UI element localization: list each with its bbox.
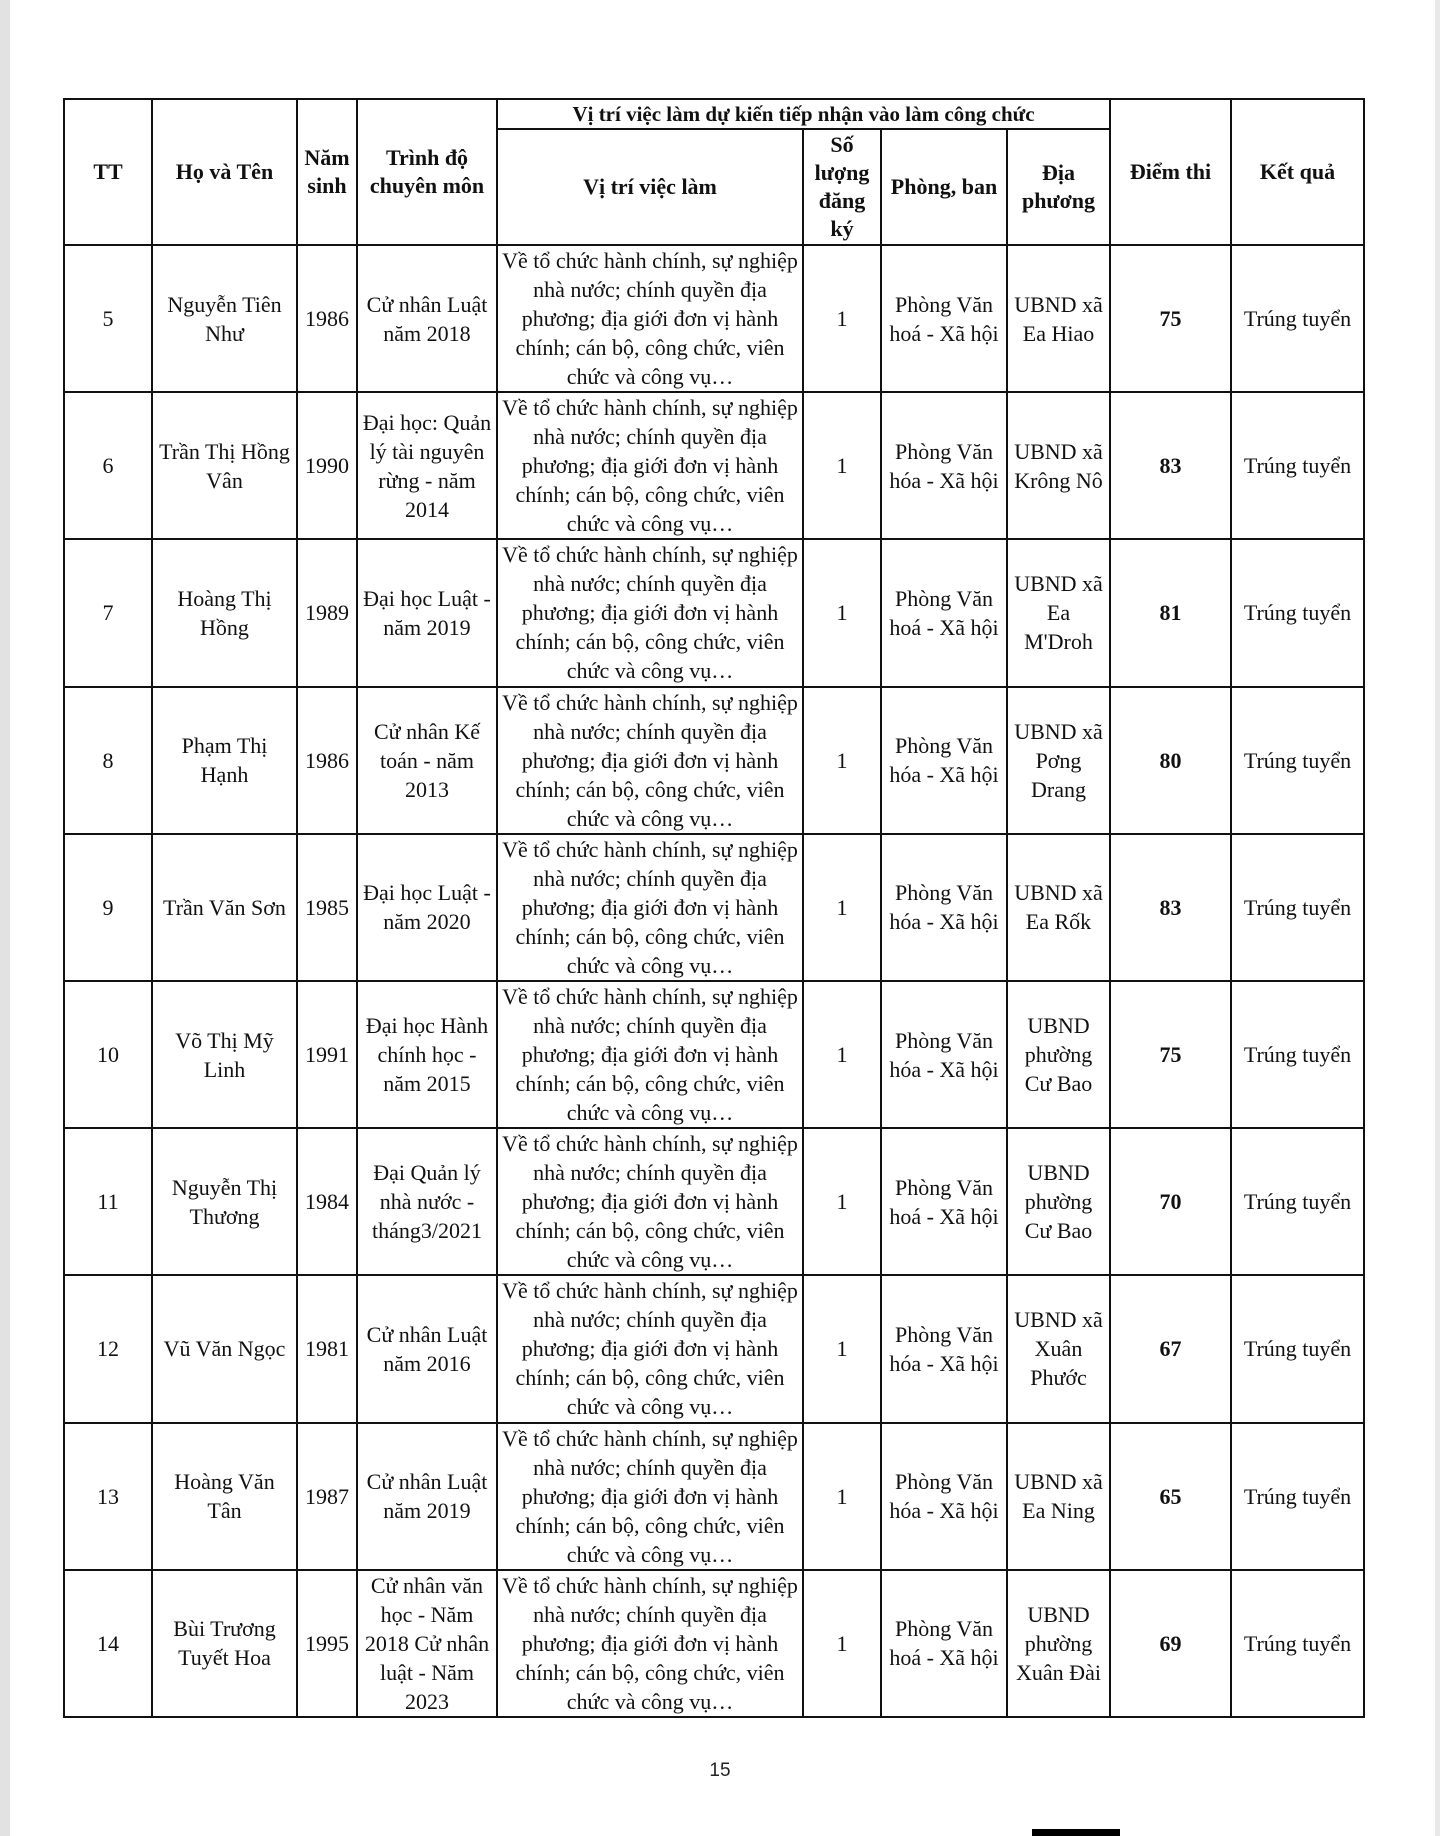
table-row <box>64 1570 1364 1717</box>
cell-locality: UBND xã Pơng Drang <box>1007 687 1110 834</box>
cell-locality: UBND phường Xuân Đài <box>1007 1570 1110 1717</box>
cell-tt: 8 <box>64 687 152 834</box>
header-department: Phòng, ban <box>881 129 1007 245</box>
cell-name: Trần Văn Sơn <box>152 834 297 981</box>
table-row <box>64 539 1364 686</box>
cell-tt: 14 <box>64 1570 152 1717</box>
cell-locality: UBND xã Ea Rốk <box>1007 834 1110 981</box>
cell-score: 83 <box>1110 392 1231 539</box>
cell-quantity: 1 <box>803 392 881 539</box>
page-number: 15 <box>709 1760 731 1781</box>
cell-result: Trúng tuyển <box>1231 834 1364 981</box>
table-row <box>64 1275 1364 1422</box>
header-tt: TT <box>64 99 152 245</box>
cell-locality: UBND xã Ea Hiao <box>1007 245 1110 392</box>
cell-tt: 13 <box>64 1423 152 1570</box>
page-shadow-edge <box>0 0 10 1836</box>
cell-birth-year: 1986 <box>297 245 357 392</box>
header-position: Vị trí việc làm <box>497 129 803 245</box>
cell-name: Bùi Trương Tuyết Hoa <box>152 1570 297 1717</box>
cell-score: 67 <box>1110 1275 1231 1422</box>
cell-quantity: 1 <box>803 981 881 1128</box>
cell-score: 75 <box>1110 981 1231 1128</box>
cell-score: 75 <box>1110 245 1231 392</box>
cell-birth-year: 1991 <box>297 981 357 1128</box>
cell-qualification: Cử nhân Luật năm 2016 <box>357 1275 497 1422</box>
cell-name: Võ Thị Mỹ Linh <box>152 981 297 1128</box>
cell-quantity: 1 <box>803 245 881 392</box>
cell-score: 70 <box>1110 1128 1231 1275</box>
cell-qualification: Đại Quản lý nhà nước - tháng3/2021 <box>357 1128 497 1275</box>
table-body <box>64 245 1364 1717</box>
cell-qualification: Đại học Luật - năm 2020 <box>357 834 497 981</box>
header-position-group: Vị trí việc làm dự kiến tiếp nhận vào làm công chức <box>497 99 1110 129</box>
cell-department: Phòng Văn hóa - Xã hội <box>881 834 1007 981</box>
cell-qualification: Cử nhân Luật năm 2019 <box>357 1423 497 1570</box>
cell-quantity: 1 <box>803 539 881 686</box>
cell-name: Hoàng Văn Tân <box>152 1423 297 1570</box>
cell-locality: UBND xã Ea M'Droh <box>1007 539 1110 686</box>
cell-result: Trúng tuyển <box>1231 245 1364 392</box>
table-row <box>64 245 1364 392</box>
cell-tt: 12 <box>64 1275 152 1422</box>
cell-position: Về tổ chức hành chính, sự nghiệp nhà nước; chính quyền địa phương; địa giới đơn vị hành chính; cán bộ, công chức, viên chức và công vụ… <box>497 687 803 834</box>
cell-position: Về tổ chức hành chính, sự nghiệp nhà nước; chính quyền địa phương; địa giới đơn vị hành chính; cán bộ, công chức, viên chức và công vụ… <box>497 981 803 1128</box>
cell-score: 80 <box>1110 687 1231 834</box>
cell-department: Phòng Văn hóa - Xã hội <box>881 687 1007 834</box>
cell-position: Về tổ chức hành chính, sự nghiệp nhà nước; chính quyền địa phương; địa giới đơn vị hành chính; cán bộ, công chức, viên chức và công vụ… <box>497 392 803 539</box>
cell-qualification: Đại học: Quản lý tài nguyên rừng - năm 2014 <box>357 392 497 539</box>
cell-tt: 6 <box>64 392 152 539</box>
cell-locality: UBND phường Cư Bao <box>1007 981 1110 1128</box>
header-score: Điểm thi <box>1110 99 1231 245</box>
cell-quantity: 1 <box>803 1275 881 1422</box>
header-locality: Địa phương <box>1007 129 1110 245</box>
cell-birth-year: 1981 <box>297 1275 357 1422</box>
cell-quantity: 1 <box>803 1570 881 1717</box>
cell-department: Phòng Văn hoá - Xã hội <box>881 539 1007 686</box>
header-result: Kết quả <box>1231 99 1364 245</box>
table-header <box>64 99 1364 245</box>
cell-result: Trúng tuyển <box>1231 539 1364 686</box>
header-name: Họ và Tên <box>152 99 297 245</box>
cell-position: Về tổ chức hành chính, sự nghiệp nhà nước; chính quyền địa phương; địa giới đơn vị hành chính; cán bộ, công chức, viên chức và công vụ… <box>497 1570 803 1717</box>
cell-name: Nguyễn Thị Thương <box>152 1128 297 1275</box>
cell-quantity: 1 <box>803 1423 881 1570</box>
cell-position: Về tổ chức hành chính, sự nghiệp nhà nước; chính quyền địa phương; địa giới đơn vị hành chính; cán bộ, công chức, viên chức và công vụ… <box>497 245 803 392</box>
cell-qualification: Cử nhân Kế toán - năm 2013 <box>357 687 497 834</box>
cell-result: Trúng tuyển <box>1231 392 1364 539</box>
cell-quantity: 1 <box>803 834 881 981</box>
cell-locality: UBND xã Xuân Phước <box>1007 1275 1110 1422</box>
cell-result: Trúng tuyển <box>1231 981 1364 1128</box>
table-row <box>64 687 1364 834</box>
cell-locality: UBND xã Krông Nô <box>1007 392 1110 539</box>
cell-qualification: Cử nhân Luật năm 2018 <box>357 245 497 392</box>
cell-result: Trúng tuyển <box>1231 687 1364 834</box>
cell-department: Phòng Văn hoá - Xã hội <box>881 245 1007 392</box>
cell-result: Trúng tuyển <box>1231 1570 1364 1717</box>
cell-tt: 11 <box>64 1128 152 1275</box>
corner-bar <box>1032 1829 1120 1836</box>
cell-quantity: 1 <box>803 687 881 834</box>
cell-name: Vũ Văn Ngọc <box>152 1275 297 1422</box>
header-qualification: Trình độ chuyên môn <box>357 99 497 245</box>
table-row <box>64 392 1364 539</box>
cell-quantity: 1 <box>803 1128 881 1275</box>
header-birth-year: Năm sinh <box>297 99 357 245</box>
cell-name: Phạm Thị Hạnh <box>152 687 297 834</box>
cell-birth-year: 1985 <box>297 834 357 981</box>
cell-position: Về tổ chức hành chính, sự nghiệp nhà nước; chính quyền địa phương; địa giới đơn vị hành chính; cán bộ, công chức, viên chức và công vụ… <box>497 834 803 981</box>
table-row <box>64 834 1364 981</box>
cell-result: Trúng tuyển <box>1231 1128 1364 1275</box>
cell-position: Về tổ chức hành chính, sự nghiệp nhà nước; chính quyền địa phương; địa giới đơn vị hành chính; cán bộ, công chức, viên chức và công vụ… <box>497 1275 803 1422</box>
cell-department: Phòng Văn hoá - Xã hội <box>881 1570 1007 1717</box>
cell-birth-year: 1990 <box>297 392 357 539</box>
cell-result: Trúng tuyển <box>1231 1275 1364 1422</box>
cell-score: 83 <box>1110 834 1231 981</box>
cell-locality: UBND xã Ea Ning <box>1007 1423 1110 1570</box>
table-row <box>64 1128 1364 1275</box>
cell-qualification: Đại học Hành chính học - năm 2015 <box>357 981 497 1128</box>
header-quantity: Số lượng đăng ký <box>803 129 881 245</box>
cell-qualification: Đại học Luật - năm 2019 <box>357 539 497 686</box>
cell-birth-year: 1984 <box>297 1128 357 1275</box>
cell-name: Nguyễn Tiên Như <box>152 245 297 392</box>
cell-tt: 9 <box>64 834 152 981</box>
cell-department: Phòng Văn hóa - Xã hội <box>881 981 1007 1128</box>
cell-score: 81 <box>1110 539 1231 686</box>
cell-tt: 7 <box>64 539 152 686</box>
cell-tt: 10 <box>64 981 152 1128</box>
cell-department: Phòng Văn hoá - Xã hội <box>881 1128 1007 1275</box>
cell-department: Phòng Văn hóa - Xã hội <box>881 1275 1007 1422</box>
cell-birth-year: 1987 <box>297 1423 357 1570</box>
cell-tt: 5 <box>64 245 152 392</box>
cell-name: Hoàng Thị Hồng <box>152 539 297 686</box>
cell-qualification: Cử nhân văn học - Năm 2018 Cử nhân luật - Năm 2023 <box>357 1570 497 1717</box>
table-row <box>64 1423 1364 1570</box>
cell-locality: UBND phường Cư Bao <box>1007 1128 1110 1275</box>
cell-birth-year: 1995 <box>297 1570 357 1717</box>
cell-name: Trần Thị Hồng Vân <box>152 392 297 539</box>
cell-department: Phòng Văn hóa - Xã hội <box>881 1423 1007 1570</box>
cell-score: 65 <box>1110 1423 1231 1570</box>
table-row <box>64 981 1364 1128</box>
cell-birth-year: 1989 <box>297 539 357 686</box>
cell-position: Về tổ chức hành chính, sự nghiệp nhà nước; chính quyền địa phương; địa giới đơn vị hành chính; cán bộ, công chức, viên chức và công vụ… <box>497 1128 803 1275</box>
results-table <box>63 98 1365 1718</box>
cell-position: Về tổ chức hành chính, sự nghiệp nhà nước; chính quyền địa phương; địa giới đơn vị hành chính; cán bộ, công chức, viên chức và công vụ… <box>497 1423 803 1570</box>
cell-score: 69 <box>1110 1570 1231 1717</box>
cell-department: Phòng Văn hóa - Xã hội <box>881 392 1007 539</box>
cell-result: Trúng tuyển <box>1231 1423 1364 1570</box>
cell-position: Về tổ chức hành chính, sự nghiệp nhà nước; chính quyền địa phương; địa giới đơn vị hành chính; cán bộ, công chức, viên chức và công vụ… <box>497 539 803 686</box>
cell-birth-year: 1986 <box>297 687 357 834</box>
